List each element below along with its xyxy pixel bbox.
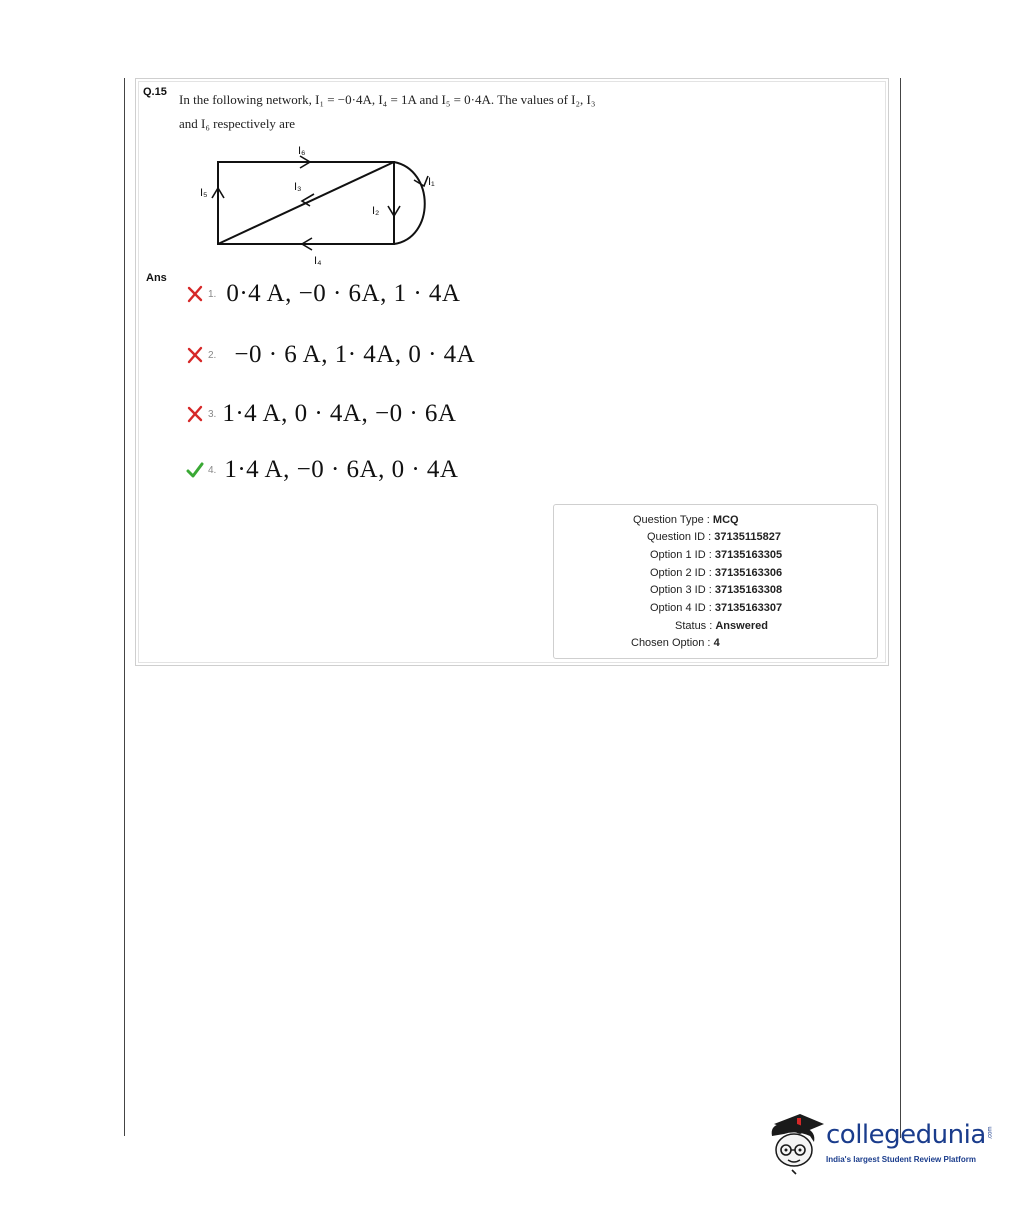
- label-i4: I₄: [314, 255, 322, 267]
- label-i3: I₃: [294, 181, 302, 193]
- checkmark-icon: [186, 461, 204, 479]
- option-2[interactable]: [186, 341, 475, 369]
- meta-option3-id: Option 3 ID : 37135163308: [650, 584, 783, 596]
- mascot-icon: [766, 1106, 826, 1176]
- option-1[interactable]: [186, 280, 460, 308]
- meta-option1-id: Option 1 ID : 37135163305: [650, 549, 783, 561]
- answer-label: Ans: [146, 272, 167, 284]
- cross-icon: [186, 285, 204, 303]
- option-text: −0 · 6 A, 1· 4A, 0 · 4A: [234, 341, 476, 368]
- option-number: 1.: [208, 288, 217, 300]
- option-text: 0·4 A, −0 · 6A, 1 · 4A: [226, 280, 461, 307]
- option-text: 1·4 A, −0 · 6A, 0 · 4A: [224, 456, 459, 483]
- right-margin-line: [900, 78, 901, 1138]
- circuit-diagram: [190, 140, 450, 270]
- option-number: 2.: [208, 349, 217, 361]
- question-text-line2: and I₆ respectively are: [179, 116, 296, 131]
- question-meta-box: [553, 504, 878, 659]
- label-i1: I₁: [428, 176, 435, 188]
- cross-icon: [186, 405, 204, 423]
- question-text: [179, 88, 739, 136]
- label-i5: I₅: [200, 187, 208, 199]
- meta-question-id: Question ID : 37135115827: [647, 531, 781, 543]
- option-text: 1·4 A, 0 · 4A, −0 · 6A: [222, 400, 457, 427]
- meta-status: Status : Answered: [675, 620, 768, 632]
- meta-option2-id: Option 2 ID : 37135163306: [650, 567, 783, 579]
- label-i2: I₂: [372, 205, 380, 217]
- option-number: 4.: [208, 464, 217, 476]
- brand-suffix: .com: [987, 1126, 994, 1140]
- circuit-arc: [394, 162, 425, 244]
- brand-tagline: India's largest Student Review Platform: [826, 1155, 976, 1164]
- meta-question-type: Question Type : MCQ: [633, 514, 739, 526]
- cross-icon: [186, 346, 204, 364]
- question-text-line1: In the following network, I₁ = −0·4A, I₄ = 1A and I₅ = 0·4A. The values of I₂, I₃: [179, 92, 596, 107]
- option-4[interactable]: [186, 456, 458, 484]
- label-i6: I₆: [298, 145, 306, 157]
- left-margin-line: [124, 78, 125, 1136]
- option-number: 3.: [208, 408, 217, 420]
- meta-chosen-option: Chosen Option : 4: [631, 637, 720, 649]
- meta-option4-id: Option 4 ID : 37135163307: [650, 602, 783, 614]
- option-3[interactable]: [186, 400, 456, 428]
- brand-name: collegedunia: [826, 1120, 986, 1150]
- question-number: Q.15: [143, 86, 167, 98]
